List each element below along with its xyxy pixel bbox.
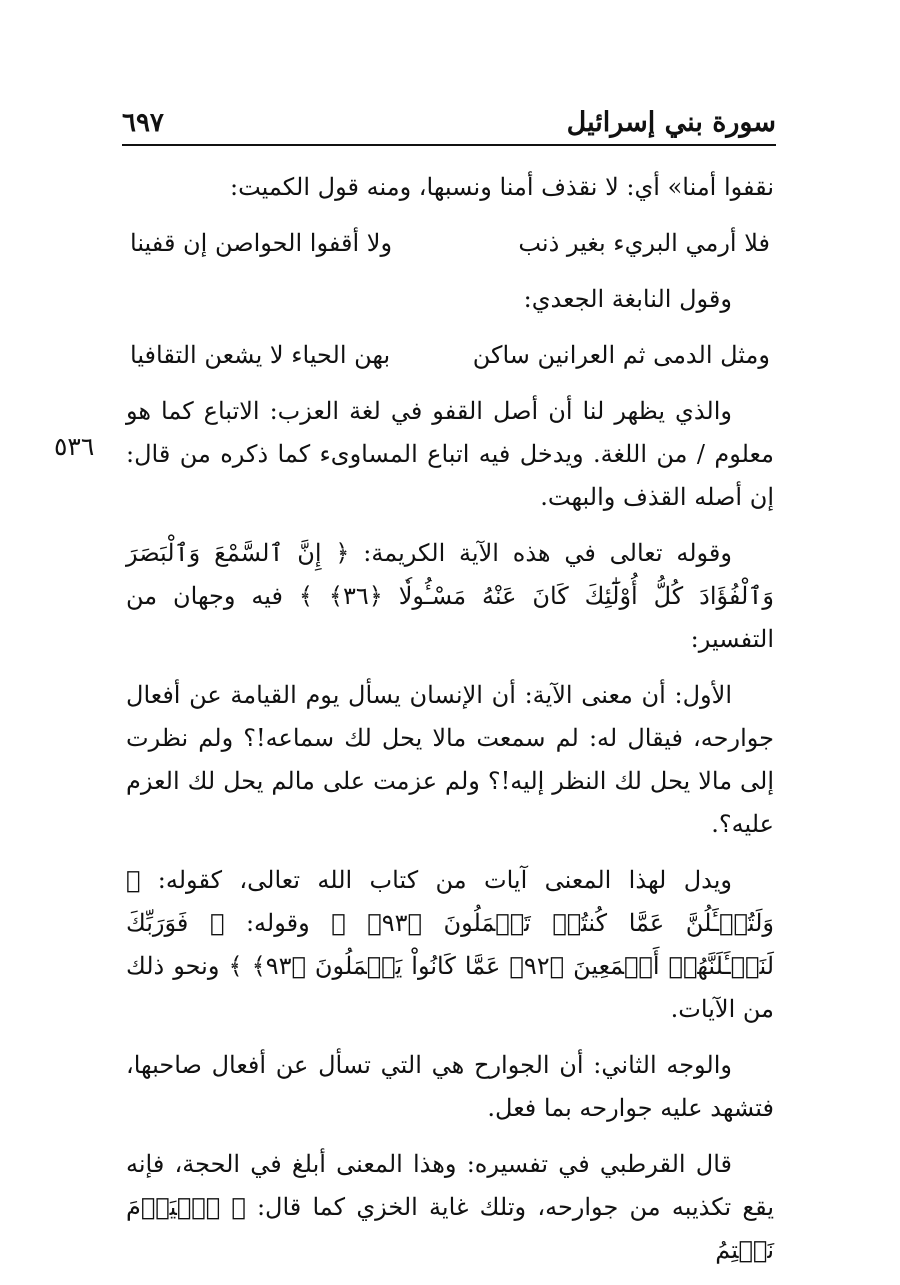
verse-second-hemistich: ولا أقفوا الحواصن إن قفينا bbox=[130, 229, 393, 257]
paragraph: والوجه الثاني: أن الجوارح هي التي تسأل عن أفعال صاحبها، فتشهد عليه جوارحه بما فعل. bbox=[126, 1051, 774, 1122]
surah-title: سورة بني إسرائيل bbox=[566, 107, 776, 138]
verse-first-hemistich: فلا أرمي البريء بغير ذنب bbox=[518, 229, 770, 257]
paragraph: وقول النابغة الجعدي: bbox=[523, 285, 732, 313]
poetry-verse bbox=[126, 222, 774, 265]
paragraph: قال القرطبي في تفسيره: وهذا المعنى أبلغ في الحجة، فإنه يقع تكذيبه من جوارحه، وتلك غاية الخزي كما قال: ﴿ ٱلۡيَوۡمَ نَخۡتِمُ bbox=[126, 1150, 774, 1264]
page-body bbox=[126, 166, 774, 1285]
margin-page-number: ٥٣٦ bbox=[54, 432, 95, 461]
paragraph: الأول: أن معنى الآية: أن الإنسان يسأل يوم القيامة عن أفعال جوارحه، فيقال له: لم سمعت مالا يحل لك سماعه!؟ ولم نظرت إلى مالا يحل لك النظر إليه!؟ ولم عزمت على مالم يحل لك العزم عليه؟. bbox=[126, 681, 774, 838]
page-header bbox=[122, 96, 776, 146]
verse-second-hemistich: بهن الحياء لا يشعن التقافيا bbox=[130, 341, 391, 369]
poetry-verse bbox=[126, 334, 774, 377]
page-number: ٦٩٧ bbox=[122, 108, 164, 138]
paragraph: والذي يظهر لنا أن أصل القفو في لغة العزب: الاتباع كما هو معلوم / من اللغة. ويدخل فيه اتباع المساوىء كما ذكره من قال: إن أصله القذف والبهت. bbox=[126, 397, 774, 511]
paragraph: وقوله تعالى في هذه الآية الكريمة: ﴿ إِنَّ ٱلسَّمْعَ وَٱلْبَصَرَ وَٱلْفُؤَادَ كُلُّ أُوْلَٰٓئِكَ كَانَ عَنْهُ مَسْـُٔولٗا ﴿٣٦﴾ ﴾ فيه وجهان من التفسير: bbox=[126, 539, 774, 653]
verse-first-hemistich: ومثل الدمى ثم العرانين ساكن bbox=[472, 341, 770, 369]
paragraph: ويدل لهذا المعنى آيات من كتاب الله تعالى، كقوله: ﴿ وَلَتُسۡـَٔلُنَّ عَمَّا كُنتُمۡ تَعۡمَلُونَ ﴿٩٣﴾ ﴾ وقوله: ﴿ فَوَرَبِّكَ لَنَسۡـَٔلَنَّهُمۡ أَجۡمَعِينَ ﴿٩٢﴾ عَمَّا كَانُواْ يَعۡمَلُونَ ﴿٩٣﴾ ﴾ ونحو ذلك من الآيات. bbox=[126, 866, 775, 1023]
paragraph: نقفوا أمنا» أي: لا نقذف أمنا ونسبها، ومنه قول الكميت: bbox=[230, 173, 774, 201]
